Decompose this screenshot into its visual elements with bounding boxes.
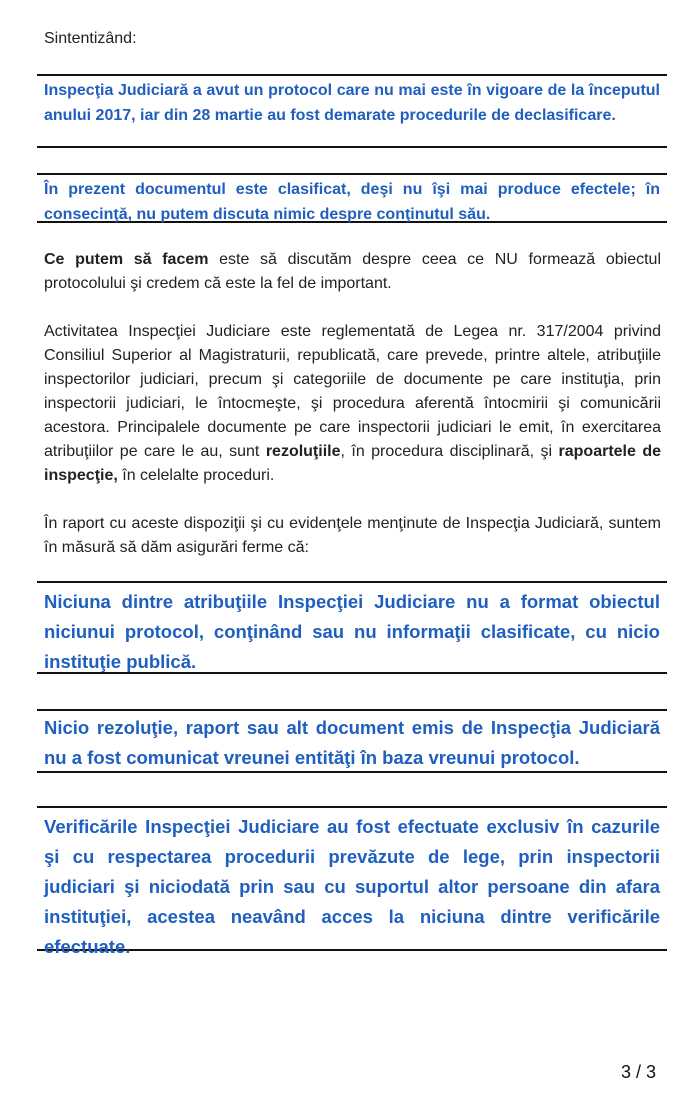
paragraph-text: în celelalte proceduri. bbox=[117, 467, 275, 484]
highlight-box-classified: În prezent documentul este clasificat, deşi nu îşi mai produce efectele; în consecinţă, nu putem discuta nimic despre conţinutul său. bbox=[37, 173, 667, 223]
highlight-box-no-documents: Nicio rezoluţie, raport sau alt document emis de Inspecţia Judiciară nu a fost comunicat vreunei entităţi în baza vreunui protocol. bbox=[37, 709, 667, 773]
intro-heading: Sintentizând: bbox=[44, 30, 137, 47]
page-number: 3 / 3 bbox=[620, 1062, 656, 1082]
paragraph-text: este să discutăm despre ceea ce NU formează obiectul protocolului şi credem că este la fel de important. bbox=[44, 251, 661, 292]
highlight-box-verifications: Verificările Inspecţiei Judiciare au fost efectuate exclusiv în cazurile şi cu respectarea procedurii prevăzute de lege, prin inspectorii judiciari şi niciodată prin sau cu suportul altor persoane din afara instituţiei, acestea neavând acces la niciuna dintre verificările efectuate. bbox=[37, 806, 667, 951]
bold-phrase-rezolutiile: rezoluţiile bbox=[265, 443, 341, 460]
highlight-box-no-attributions: Niciuna dintre atribuţiile Inspecţiei Judiciare nu a format obiectul niciunui protocol, conţinând sau nu informaţii clasificate, cu nicio instituţie publică. bbox=[37, 581, 667, 674]
paragraph-assurances-intro: În raport cu aceste dispoziţii şi cu evidenţele menţinute de Inspecţia Judiciară, suntem în măsură să dăm asigurări ferme că: bbox=[44, 515, 661, 556]
paragraph-what-we-can-do bbox=[44, 248, 661, 296]
paragraph-text: , în procedura disciplinară, şi bbox=[340, 443, 559, 460]
highlight-box-protocol-status: Inspecţia Judiciară a avut un protocol care nu mai este în vigoare de la începutul anului 2017, iar din 28 martie au fost demarate procedurile de declasificare. bbox=[37, 74, 667, 148]
paragraph-legal-framework bbox=[44, 320, 661, 488]
paragraph-text: Activitatea Inspecţiei Judiciare este reglementată de Legea nr. 317/2004 privind Consiliul Superior al Magistraturii, republicată, care prevede, printre altele, atribuţiile inspectorilor judiciari, precum şi categoriile de documente pe care instituţia, prin inspectorii judiciari, le întocmeşte, şi procedura aferentă întocmirii şi comunicării acestora. Principalele documente pe care inspectorii judiciari le emit, în exercitarea atribuţiilor pe care le au, sunt bbox=[44, 323, 661, 460]
bold-phrase-rapoartele: rapoartele de inspecţie, bbox=[44, 443, 662, 484]
bold-phrase: Ce putem să facem bbox=[44, 251, 209, 268]
